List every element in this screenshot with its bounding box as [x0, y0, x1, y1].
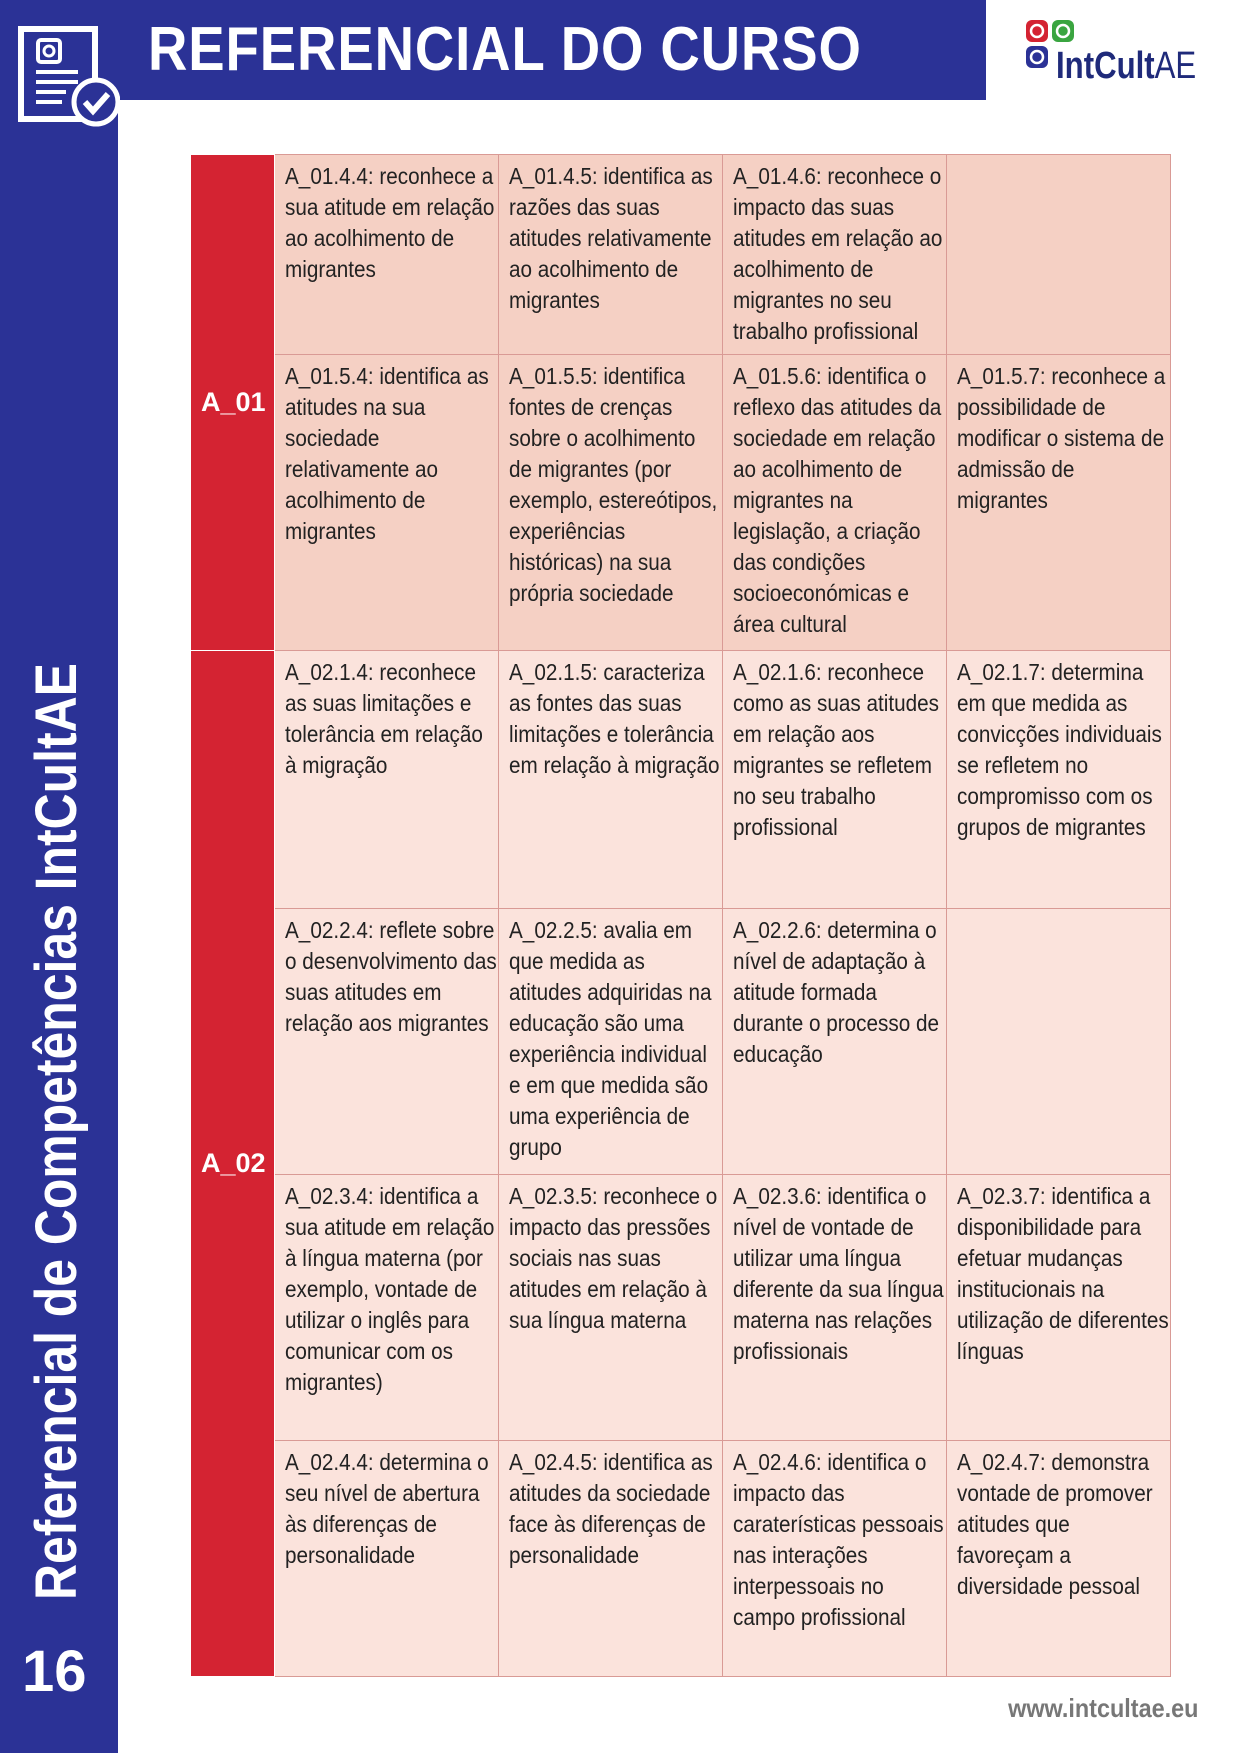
cell-text: A_02.2.5: avalia em que medida as atitudes adquiridas na educação são uma experiência individual e em que medida são uma experiência de grupo [509, 917, 712, 1160]
cell-text: A_01.5.6: identifica o reflexo das atitudes da sociedade em relação ao acolhimento de migrantes na legislação, a criação das condições socioeconómicas e área cultural [733, 363, 942, 637]
table-cell [723, 155, 947, 355]
table-cell [947, 909, 1171, 1175]
table-cell [947, 1441, 1171, 1677]
table-cell [723, 355, 947, 651]
group-label: A_02 [191, 651, 275, 1677]
page-number: 16 [22, 1639, 87, 1704]
cell-text: A_01.5.4: identifica as atitudes na sua sociedade relativamente ao acolhimento de migrantes [285, 363, 489, 544]
table-cell [947, 155, 1171, 355]
table-cell [499, 651, 723, 909]
table-cell [499, 155, 723, 355]
group-label: A_01 [191, 155, 275, 651]
table-cell [275, 651, 499, 909]
table-cell [275, 1175, 499, 1441]
page-title: REFERENCIAL DO CURSO [148, 15, 862, 84]
table-cell [723, 1175, 947, 1441]
table-cell [275, 155, 499, 355]
website-link[interactable]: www.intcultae.eu [1007, 1693, 1198, 1723]
table-cell [499, 1175, 723, 1441]
logo-text: IntCultAE [1056, 45, 1197, 87]
cell-text: A_02.2.6: determina o nível de adaptação à atitude formada durante o processo de educação [733, 917, 940, 1067]
cell-text: A_02.3.5: reconhece o impacto das pressões sociais nas suas atitudes em relação à sua língua materna [509, 1183, 718, 1333]
table-row [191, 1175, 1171, 1441]
cell-text: A_01.5.7: reconhece a possibilidade de modificar o sistema de admissão de migrantes [957, 363, 1166, 513]
cell-text: A_02.3.7: identifica a disponibilidade para efetuar mudanças institucionais na utilização de diferentes línguas [957, 1183, 1169, 1364]
cell-text: A_02.1.5: caracteriza as fontes das suas limitações e tolerância em relação à migração [509, 659, 720, 778]
table-cell [499, 909, 723, 1175]
table-cell [947, 355, 1171, 651]
cell-text: A_02.3.6: identifica o nível de vontade de utilizar uma língua diferente da sua língua materna nas relações profissionais [733, 1183, 944, 1364]
table-cell [947, 651, 1171, 909]
table-cell [499, 1441, 723, 1677]
table-cell [723, 1441, 947, 1677]
cell-text: A_02.2.4: reflete sobre o desenvolvimento das suas atitudes em relação aos migrantes [285, 917, 497, 1036]
cell-text: A_02.4.5: identifica as atitudes da sociedade face às diferenças de personalidade [509, 1449, 713, 1568]
table-cell [723, 651, 947, 909]
table-row [191, 155, 1171, 355]
cell-text: A_01.4.5: identifica as razões das suas atitudes relativamente ao acolhimento de migrantes [509, 163, 713, 313]
table-row [191, 909, 1171, 1175]
vertical-document-title: Referencial de Competências IntCultAE [24, 663, 89, 1600]
table-row [191, 1441, 1171, 1677]
table-cell [275, 909, 499, 1175]
cell-text: A_02.3.4: identifica a sua atitude em relação à língua materna (por exemplo, vontade de utilizar o inglês para comunicar com os migrantes) [285, 1183, 495, 1395]
cell-text: A_02.4.6: identifica o impacto das caraterísticas pessoais nas interações interpessoais no campo profissional [733, 1449, 944, 1630]
checklist-document-icon [18, 26, 120, 130]
cell-text: A_01.5.5: identifica fontes de crenças sobre o acolhimento de migrantes (por exemplo, estereótipos, experiências históricas) na sua própria sociedade [509, 363, 718, 606]
cell-text: A_02.4.7: demonstra vontade de promover atitudes que favoreçam a diversidade pessoal [957, 1449, 1153, 1599]
table-cell [723, 909, 947, 1175]
cell-text: A_01.4.6: reconhece o impacto das suas atitudes em relação ao acolhimento de migrantes no seu trabalho profissional [733, 163, 943, 344]
competency-table [190, 154, 1171, 1677]
cell-text: A_01.4.4: reconhece a sua atitude em relação ao acolhimento de migrantes [285, 163, 495, 282]
table-cell [275, 355, 499, 651]
table-cell [947, 1175, 1171, 1441]
table-cell [499, 355, 723, 651]
table-cell [275, 1441, 499, 1677]
cell-text: A_02.4.4: determina o seu nível de abertura às diferenças de personalidade [285, 1449, 489, 1568]
table-row [191, 651, 1171, 909]
table-row [191, 355, 1171, 651]
cell-text: A_02.1.7: determina em que medida as convicções individuais se refletem no compromisso com os grupos de migrantes [957, 659, 1162, 840]
cell-text: A_02.1.4: reconhece as suas limitações e tolerância em relação à migração [285, 659, 483, 778]
cell-text: A_02.1.6: reconhece como as suas atitudes em relação aos migrantes se refletem no seu trabalho profissional [733, 659, 939, 840]
